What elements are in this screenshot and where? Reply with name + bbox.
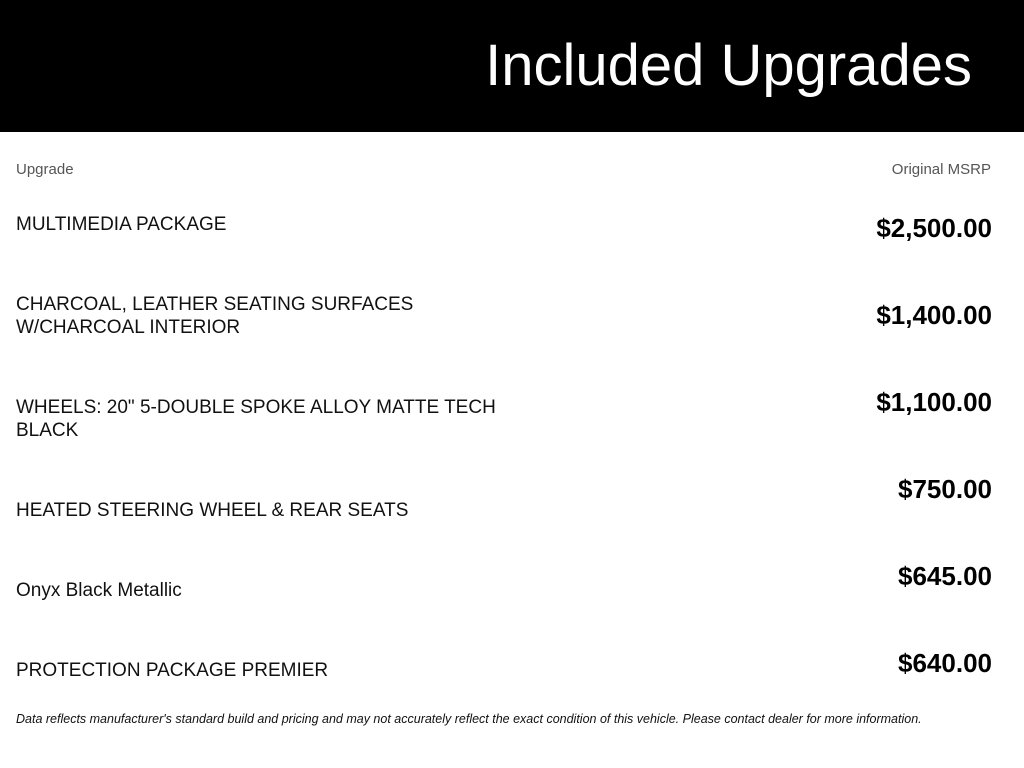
upgrade-name: WHEELS: 20" 5-DOUBLE SPOKE ALLOY MATTE TECH BLACK bbox=[16, 397, 496, 441]
upgrade-price: $1,400.00 bbox=[876, 300, 992, 330]
page-title: Included Upgrades bbox=[485, 33, 972, 98]
upgrade-column-header: Upgrade bbox=[16, 161, 74, 178]
upgrade-price: $750.00 bbox=[898, 474, 992, 504]
upgrade-price: $640.00 bbox=[898, 648, 992, 678]
upgrade-name: CHARCOAL, LEATHER SEATING SURFACES W/CHARCOAL INTERIOR bbox=[16, 294, 414, 338]
msrp-column-header: Original MSRP bbox=[891, 161, 991, 178]
upgrade-name: MULTIMEDIA PACKAGE bbox=[16, 214, 227, 235]
upgrade-name: PROTECTION PACKAGE PREMIER bbox=[16, 660, 329, 681]
upgrade-price: $645.00 bbox=[898, 561, 992, 591]
page-header bbox=[0, 0, 1024, 132]
upgrade-row bbox=[0, 561, 1024, 648]
upgrade-row bbox=[0, 294, 1024, 387]
upgrade-name: Onyx Black Metallic bbox=[16, 580, 182, 601]
disclaimer-text: Data reflects manufacturer's standard build and pricing and may not accurately reflect the exact condition of this vehicle. Please contact dealer for more information. bbox=[16, 712, 922, 726]
upgrade-row bbox=[0, 387, 1024, 474]
upgrade-name: HEATED STEERING WHEEL & REAR SEATS bbox=[16, 500, 409, 521]
upgrade-price: $2,500.00 bbox=[876, 213, 992, 243]
upgrade-row bbox=[0, 213, 1024, 300]
upgrade-row bbox=[0, 474, 1024, 561]
upgrade-price: $1,100.00 bbox=[876, 387, 992, 417]
